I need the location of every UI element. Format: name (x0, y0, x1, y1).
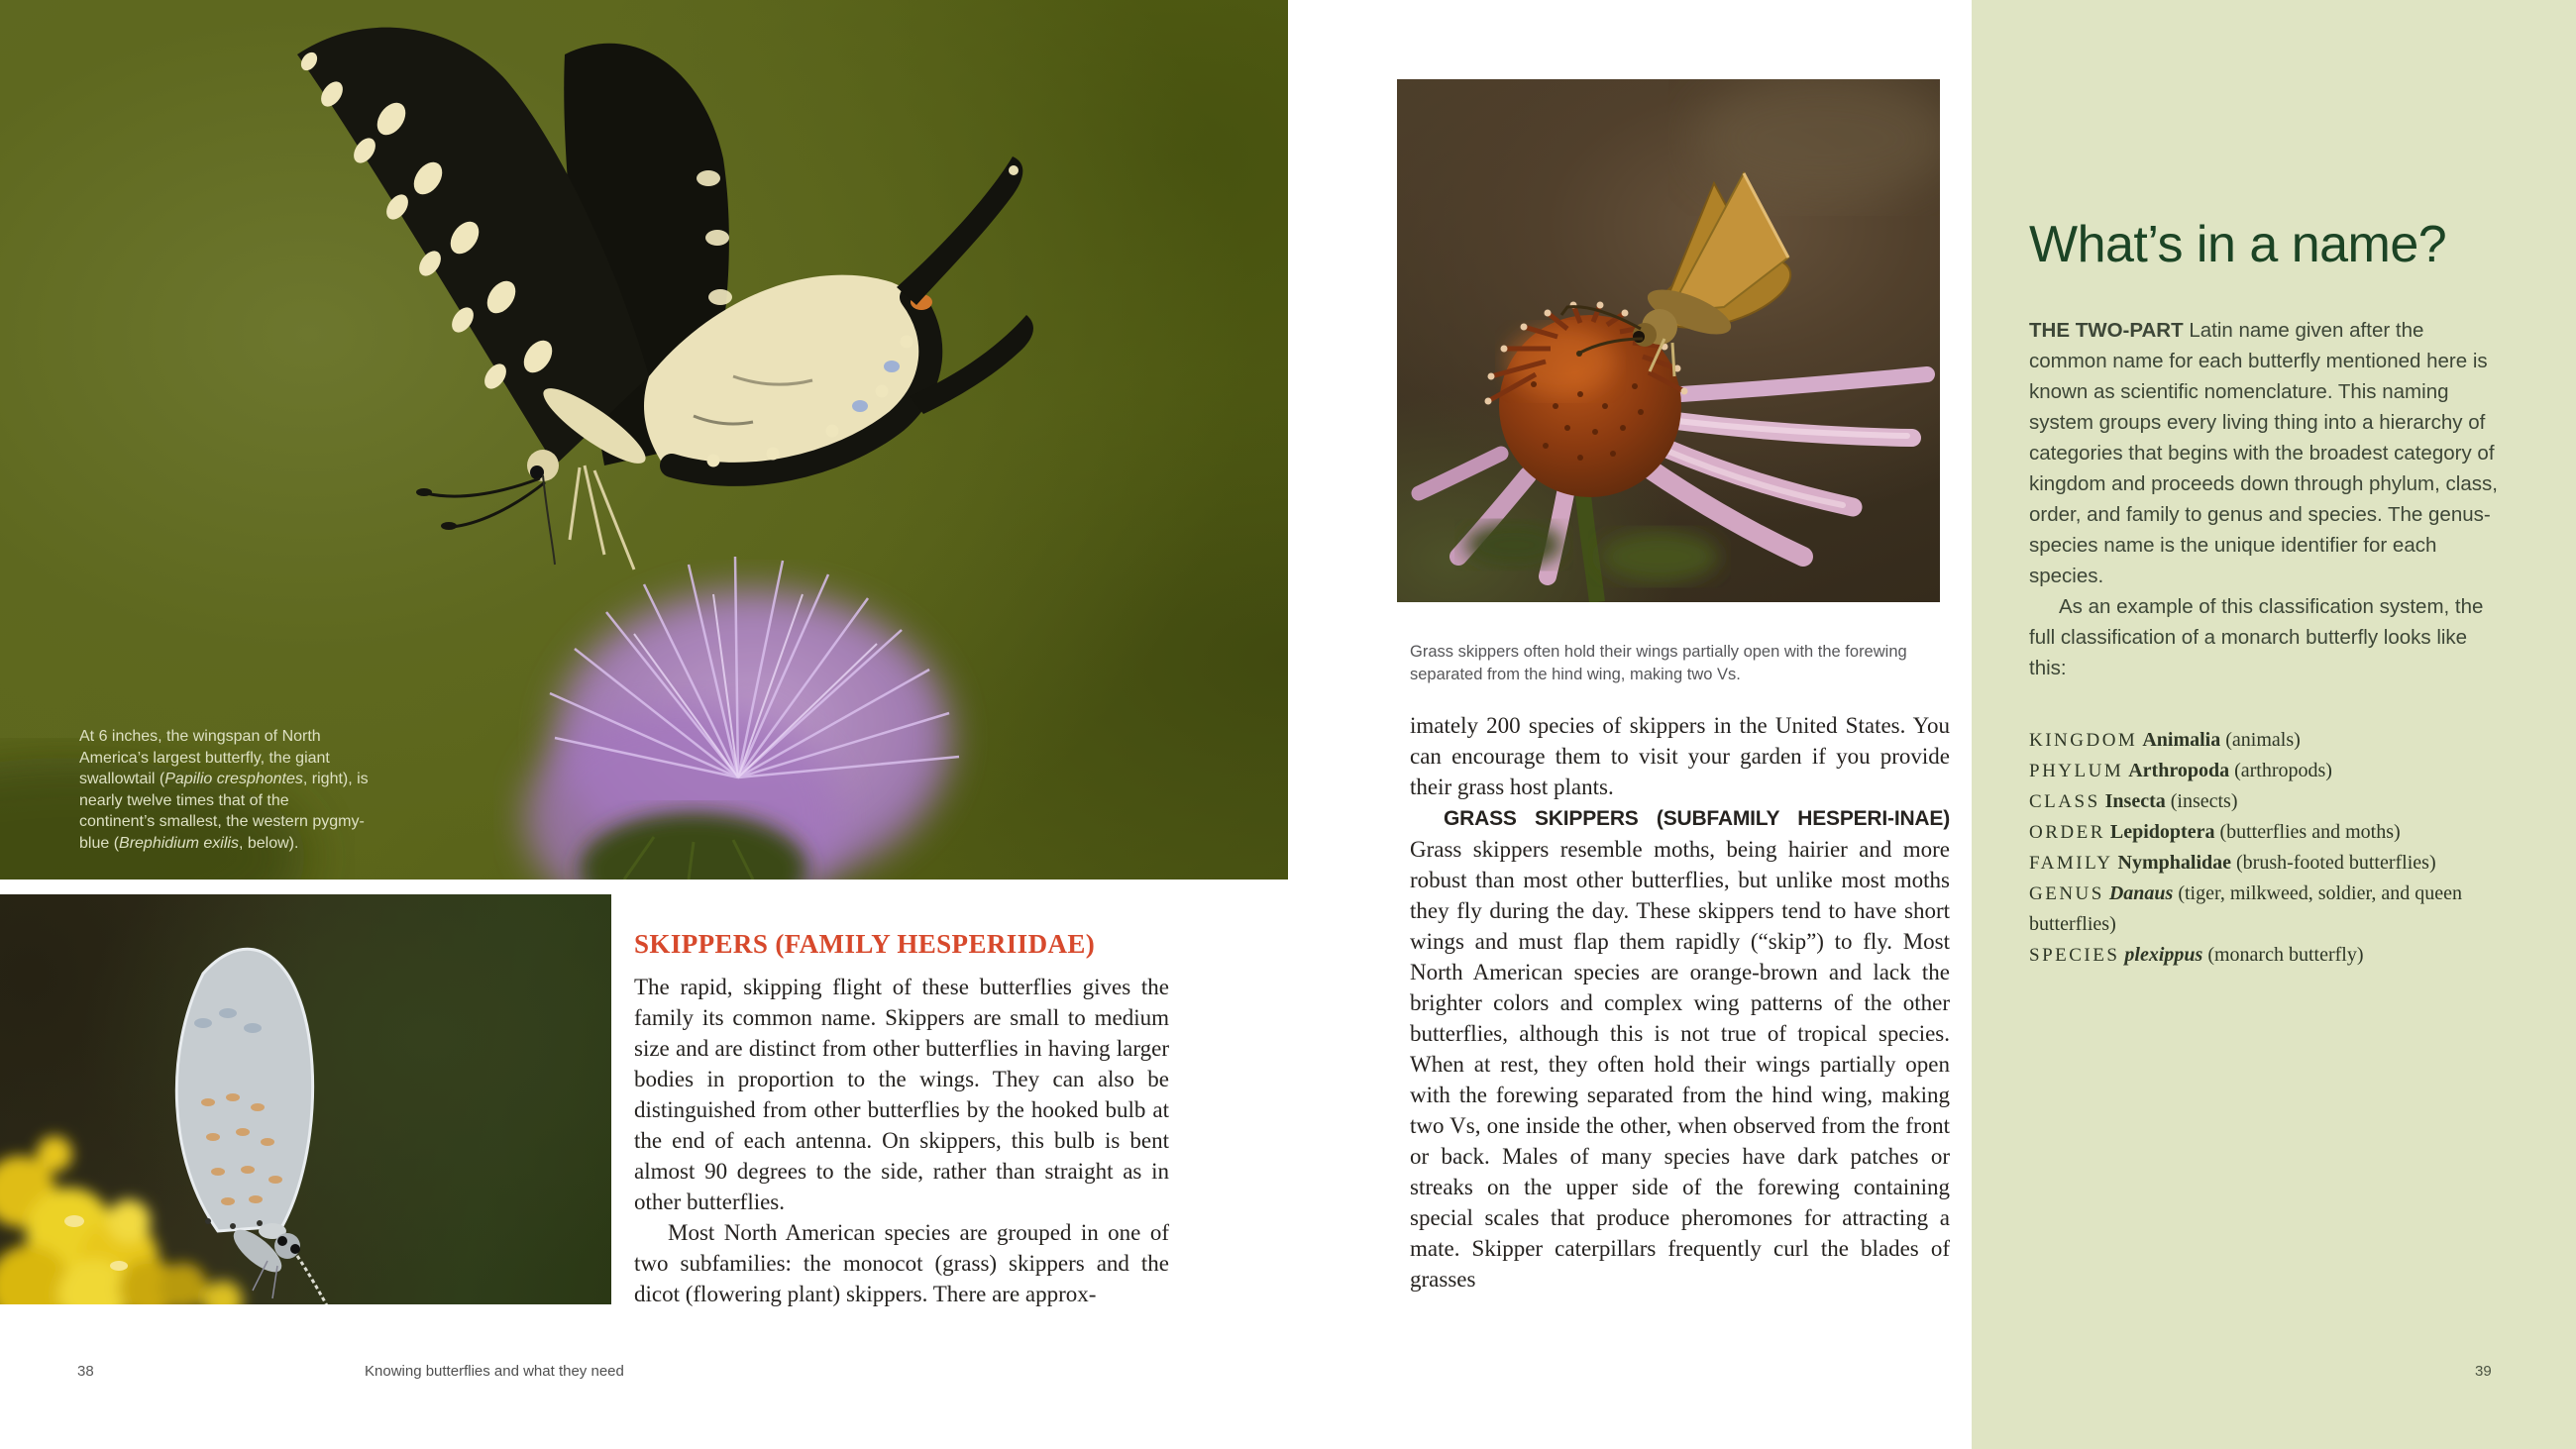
classification-list (2029, 725, 2501, 971)
classification-row-genus: GENUS Danaus (tiger, milkweed, soldier, and queen butterflies) (2029, 882, 2462, 936)
classification-row-kingdom: KINGDOM Animalia (animals) (2029, 729, 2301, 752)
skippers-section (634, 929, 1169, 1309)
skippers-paragraph-1: The rapid, skipping flight of these butterflies gives the family its common name. Skippers are small to medium size and are distinct from other butterflies in having larger bodies in proportion to the wings. They can also be distinguished from other butterflies by the hooked bulb at the end of each antenna. On skippers, this bulb is bent almost 90 degrees to the side, rather than straight as in other butterflies. (634, 975, 1169, 1214)
classification-row-order: ORDER Lepidoptera (butterflies and moths) (2029, 821, 2401, 844)
page-number-right: 39 (2475, 1363, 2492, 1380)
page-number-left: 38 (77, 1363, 94, 1380)
giant-swallowtail-photo (0, 0, 1288, 880)
skipper-photo-caption: Grass skippers often hold their wings partially open with the forewing separated from the hind wing, making two Vs. (1410, 642, 1907, 683)
running-footer: Knowing butterflies and what they need (365, 1363, 624, 1380)
classification-row-family: FAMILY Nymphalidae (brush-footed butterflies) (2029, 852, 2436, 875)
sidebar-paragraph-1: THE TWO-PART Latin name given after the common name for each butterfly mentioned here is known as scientific nomenclature. This naming system groups every living thing into a hierarchy of categories that begins with the broadest category of kingdom and proceeds down through phylum, class, order, and family to genus and species. The genus-species name is the unique identifier for each species. (2029, 319, 2498, 588)
grass-skipper-photo (1397, 79, 1940, 602)
thistle-flower (525, 557, 959, 880)
classification-row-species: SPECIES plexippus (monarch butterfly) (2029, 944, 2364, 967)
classification-row-phylum: PHYLUM Arthropoda (arthropods) (2029, 760, 2332, 782)
whats-in-a-name-page (1972, 0, 2576, 1449)
skippers-continued-column (1410, 710, 1950, 1294)
pygmy-blue-photo (0, 894, 611, 1304)
pygmy-blue-butterfly (176, 949, 354, 1304)
sidebar-title: What’s in a name? (2029, 216, 2447, 273)
grass-skipper-illustration (1397, 79, 1940, 602)
sidebar-paragraph-2: As an example of this classification system, the full classification of a monarch butterfly looks like this: (2029, 595, 2484, 680)
skippers-paragraph-3: imately 200 species of skippers in the United States. You can encourage them to visit your garden if you provide their grass host plants. (1410, 713, 1950, 799)
pygmy-blue-illustration (0, 894, 611, 1304)
grass-skipper-butterfly (1561, 173, 1799, 376)
main-photo-caption: At 6 inches, the wingspan of North America’s largest butterfly, the giant swallowtail (Papilio cresphontes, right), is nearly twelve times that of the continent’s smallest, the western pygmy-blue (Brephidium exilis, below). (79, 728, 369, 852)
classification-row-class: CLASS Insecta (insects) (2029, 790, 2238, 813)
grass-skippers-paragraph: GRASS SKIPPERS (SUBFAMILY HESPERI-INAE) Grass skippers resemble moths, being hairier and more robust than most other butterflies, but unlike most moths they fly during the day. These skippers tend to have short wings and must flap them rapidly (“skip”) to fly. Most North American species are orange-brown and lack the brighter colors and complex wing patterns of the other butterflies, although this is not true of tropical species. When at rest, they often hold their wings partially open with the forewing separated from the hind wing, making two Vs, one inside the other, when observed from the front or back. Males of many species have dark patches or streaks on the upper side of the forewing containing special scales that produce pheromones for attracting a mate. Skipper caterpillars frequently curl the blades of grasses (1410, 807, 1950, 1292)
skippers-heading: SKIPPERS (FAMILY HESPERIIDAE) (634, 929, 1096, 959)
swallowtail-butterfly (297, 28, 1033, 569)
skippers-paragraph-2: Most North American species are grouped in one of two subfamilies: the monocot (grass) skippers and the dicot (flowering plant) skippers. There are approx- (634, 1220, 1169, 1306)
